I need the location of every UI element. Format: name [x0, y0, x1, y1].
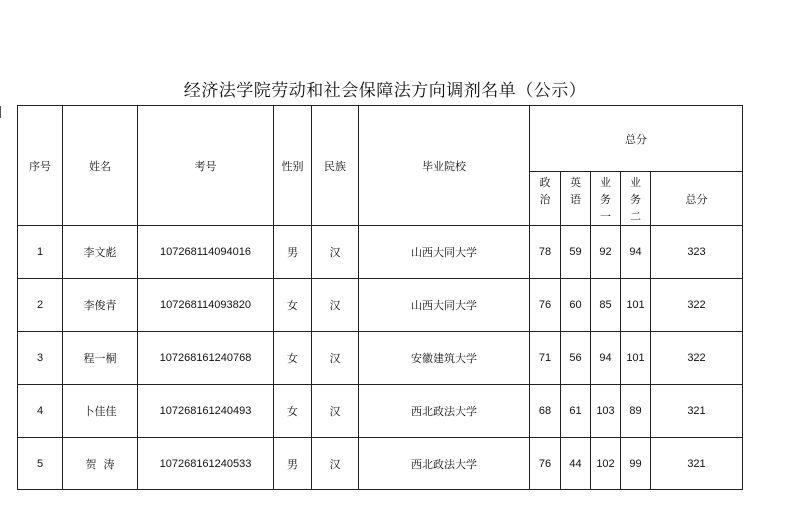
cell-total: 321	[651, 385, 743, 438]
cell-english: 60	[561, 279, 591, 332]
header-row-1	[18, 106, 743, 172]
header-name: 姓名	[63, 106, 138, 226]
cell-gender: 男	[274, 438, 312, 490]
cell-total: 322	[651, 332, 743, 385]
cell-total: 321	[651, 438, 743, 490]
cell-major-two: 101	[621, 279, 651, 332]
cell-politics: 71	[530, 332, 561, 385]
cell-exam-id: 107268161240533	[138, 438, 274, 490]
cell-politics: 68	[530, 385, 561, 438]
table-row	[18, 226, 743, 279]
cell-name: 李文彪	[63, 226, 138, 279]
cell-name: 程一桐	[63, 332, 138, 385]
cell-ethnicity: 汉	[312, 385, 359, 438]
cell-gender: 女	[274, 279, 312, 332]
header-score-group: 总分	[530, 106, 743, 172]
table-row	[18, 385, 743, 438]
adjustment-list-table	[17, 105, 743, 490]
cell-ethnicity: 汉	[312, 332, 359, 385]
cell-seq: 3	[18, 332, 63, 385]
cell-ethnicity: 汉	[312, 226, 359, 279]
header-politics: 政 治	[530, 172, 561, 226]
cell-english: 44	[561, 438, 591, 490]
cell-major-one: 85	[591, 279, 621, 332]
cell-major-two: 99	[621, 438, 651, 490]
table-row	[18, 332, 743, 385]
cell-gender: 女	[274, 332, 312, 385]
cell-school: 西北政法大学	[359, 385, 530, 438]
cell-gender: 女	[274, 385, 312, 438]
cell-exam-id: 107268161240493	[138, 385, 274, 438]
header-seq: 序号	[18, 106, 63, 226]
header-exam-id: 考号	[138, 106, 274, 226]
cell-english: 59	[561, 226, 591, 279]
cell-seq: 4	[18, 385, 63, 438]
table-row	[18, 438, 743, 490]
cell-exam-id: 107268114093820	[138, 279, 274, 332]
header-major-two: 业 务 二	[621, 172, 651, 226]
cell-exam-id: 107268114094016	[138, 226, 274, 279]
cell-major-one: 92	[591, 226, 621, 279]
cell-politics: 76	[530, 438, 561, 490]
header-ethnicity: 民族	[312, 106, 359, 226]
cell-school: 西北政法大学	[359, 438, 530, 490]
cell-school: 山西大同大学	[359, 226, 530, 279]
cell-major-one: 94	[591, 332, 621, 385]
header-gender: 性别	[274, 106, 312, 226]
cell-english: 61	[561, 385, 591, 438]
table-row	[18, 279, 743, 332]
cell-major-one: 102	[591, 438, 621, 490]
cell-name: 卜佳佳	[63, 385, 138, 438]
cell-school: 安徽建筑大学	[359, 332, 530, 385]
cell-name: 贺 涛	[63, 438, 138, 490]
cell-major-two: 101	[621, 332, 651, 385]
cell-school: 山西大同大学	[359, 279, 530, 332]
cell-ethnicity: 汉	[312, 438, 359, 490]
cell-politics: 78	[530, 226, 561, 279]
cell-total: 323	[651, 226, 743, 279]
page-edge-mark	[0, 106, 1, 118]
cell-name: 李俊青	[63, 279, 138, 332]
cell-seq: 1	[18, 226, 63, 279]
cell-major-two: 89	[621, 385, 651, 438]
header-major-one: 业 务 一	[591, 172, 621, 226]
page-title: 经济法学院劳动和社会保障法方向调剂名单（公示）	[183, 81, 587, 101]
header-total: 总分	[651, 172, 743, 226]
cell-major-two: 94	[621, 226, 651, 279]
cell-gender: 男	[274, 226, 312, 279]
cell-total: 322	[651, 279, 743, 332]
cell-politics: 76	[530, 279, 561, 332]
cell-seq: 5	[18, 438, 63, 490]
cell-ethnicity: 汉	[312, 279, 359, 332]
header-school: 毕业院校	[359, 106, 530, 226]
cell-english: 56	[561, 332, 591, 385]
cell-exam-id: 107268161240768	[138, 332, 274, 385]
cell-seq: 2	[18, 279, 63, 332]
cell-major-one: 103	[591, 385, 621, 438]
header-english: 英 语	[561, 172, 591, 226]
